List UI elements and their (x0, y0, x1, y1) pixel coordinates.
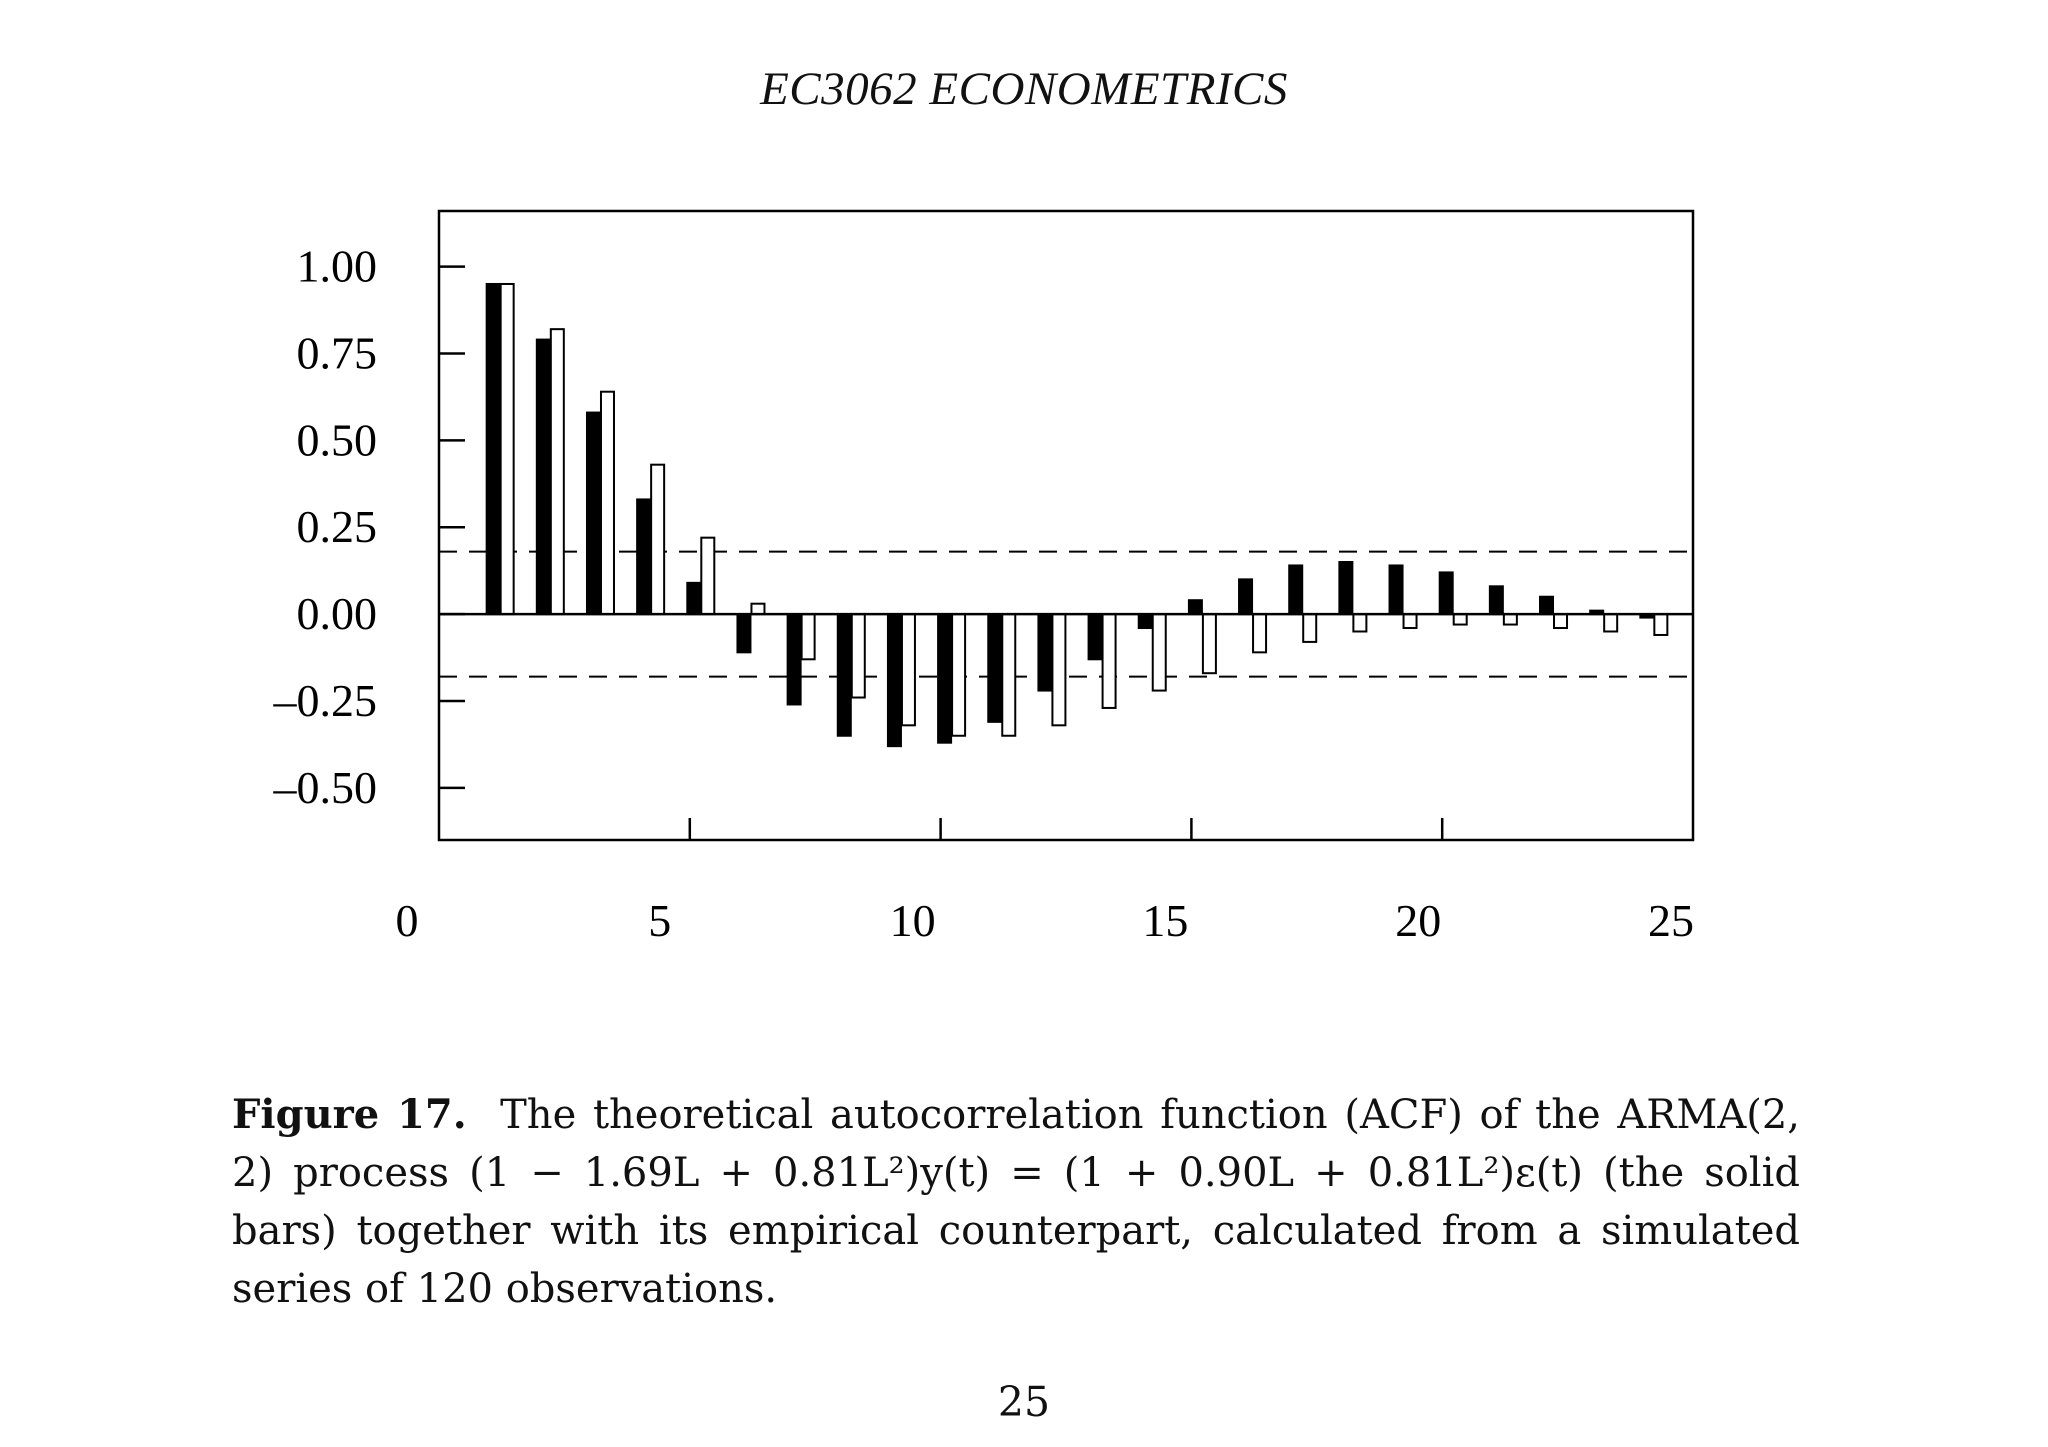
y-tick-label: 0.75 (296, 327, 377, 379)
empirical-acf-bar (551, 329, 564, 614)
y-tick-label: 0.50 (296, 414, 377, 466)
y-tick-label: 0.00 (296, 588, 377, 640)
empirical-acf-bar (701, 538, 714, 614)
theoretical-acf-bar (988, 614, 1001, 722)
x-tick-label: 20 (1395, 895, 1442, 946)
empirical-acf-bar (1504, 614, 1517, 624)
empirical-acf-bar (1253, 614, 1266, 652)
x-tick-label: 5 (648, 895, 672, 946)
theoretical-acf-bar (1540, 597, 1553, 614)
empirical-acf-bar (1153, 614, 1166, 690)
empirical-acf-bar (1554, 614, 1567, 628)
x-tick-label: 10 (889, 895, 936, 946)
empirical-acf-bar (1454, 614, 1467, 624)
theoretical-acf-bar (1038, 614, 1051, 690)
y-tick-label: 0.25 (296, 501, 377, 553)
empirical-acf-bar (651, 465, 664, 614)
empirical-acf-bar (501, 284, 514, 614)
theoretical-acf-bar (788, 614, 801, 704)
empirical-acf-bar (952, 614, 965, 736)
empirical-acf-bar (1002, 614, 1015, 736)
page-number: 25 (997, 1378, 1051, 1426)
empirical-acf-bar (751, 604, 764, 614)
theoretical-acf-bar (637, 499, 650, 614)
empirical-acf-bar (1052, 614, 1065, 725)
theoretical-acf-bar (737, 614, 750, 652)
theoretical-acf-bar (1339, 562, 1352, 614)
page-header: EC3062 ECONOMETRICS (760, 63, 1288, 115)
x-tick-label: 25 (1648, 895, 1694, 946)
empirical-acf-bar (1203, 614, 1216, 673)
figure-label: Figure 17. (232, 1091, 467, 1138)
empirical-acf-bar (601, 392, 614, 614)
y-tick-label: 1.00 (296, 240, 377, 292)
theoretical-acf-bar (838, 614, 851, 736)
empirical-acf-bar (1353, 614, 1366, 631)
theoretical-acf-bar (1139, 614, 1152, 628)
empirical-acf-bar (1604, 614, 1617, 631)
empirical-acf-bar (1303, 614, 1316, 642)
empirical-acf-bar (1654, 614, 1667, 635)
empirical-acf-bar (852, 614, 865, 697)
empirical-acf-bar (902, 614, 915, 725)
empirical-acf-bar (802, 614, 815, 659)
y-tick-label: –0.50 (273, 761, 377, 813)
theoretical-acf-bar (888, 614, 901, 746)
figure-caption (232, 1086, 1800, 1318)
plot-frame (439, 211, 1693, 840)
theoretical-acf-bar (1440, 572, 1453, 614)
theoretical-acf-bar (1490, 586, 1503, 614)
theoretical-acf-bar (537, 340, 550, 615)
theoretical-acf-bar (1239, 579, 1252, 614)
theoretical-acf-bar (1289, 565, 1302, 614)
theoretical-acf-bar (687, 583, 700, 614)
theoretical-acf-bar (587, 413, 600, 615)
theoretical-acf-bar (938, 614, 951, 743)
figure-caption-text: The theoretical autocorrelation function (ACF) of the ARMA(2, 2) process (1 − 1.69L + 0.81L²)y(t) = (1 + 0.90L + 0.81L²)ε(t) (the solid bars) together with its empirical counterpart, calculated from a simulated series of 120 observations. (232, 1092, 1800, 1312)
theoretical-acf-bar (1089, 614, 1102, 659)
x-tick-label: 0 (395, 895, 419, 946)
empirical-acf-bar (1103, 614, 1116, 708)
theoretical-acf-bar (1390, 565, 1403, 614)
theoretical-acf-bar (1189, 600, 1202, 614)
empirical-acf-bar (1404, 614, 1417, 628)
x-tick-label: 15 (1142, 895, 1189, 946)
y-tick-label: –0.25 (273, 674, 377, 726)
theoretical-acf-bar (487, 284, 500, 614)
